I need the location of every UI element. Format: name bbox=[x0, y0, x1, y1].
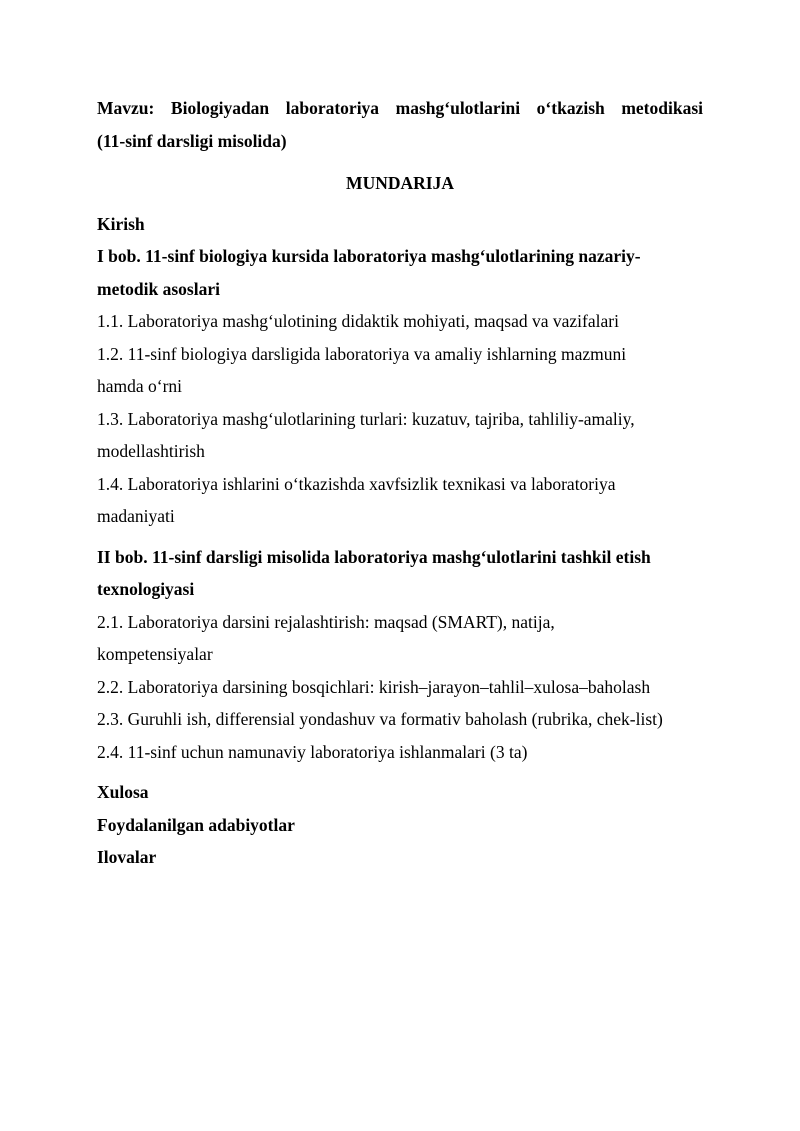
contents-title: MUNDARIJA bbox=[346, 173, 454, 193]
toc-references: Foydalanilgan adabiyotlar bbox=[97, 814, 295, 835]
toc-item-1-3: 1.3. Laboratoriya mashg‘ulotlarining turlari: kuzatuv, tajriba, tahliliy-amaliy, modellashtirish bbox=[97, 408, 635, 461]
toc-appendices: Ilovalar bbox=[97, 847, 157, 867]
subject-line-1: Mavzu: Biologiyadan laboratoriya mashg‘ulotlarini o‘tkazish metodikasi bbox=[97, 98, 703, 118]
toc-item-2-4: 2.4. 11-sinf uchun namunaviy laboratoriya ishlanmalari (3 ta) bbox=[97, 741, 528, 762]
subject-line-2: (11-sinf darsligi misolida) bbox=[97, 130, 287, 151]
toc-chapter-1-title: I bob. 11-sinf biologiya kursida laboratoriya mashg‘ulotlarining nazariy-metodik asoslari bbox=[97, 246, 641, 299]
document-page bbox=[97, 92, 703, 874]
toc-item-1-2: 1.2. 11-sinf biologiya darsligida laboratoriya va amaliy ishlarning mazmuni hamda o‘rni bbox=[97, 343, 627, 396]
toc-item-1-4: 1.4. Laboratoriya ishlarini o‘tkazishda xavfsizlik texnikasi va laboratoriya madaniyati bbox=[97, 473, 616, 526]
toc-intro: Kirish bbox=[97, 213, 145, 234]
toc-chapter-2-title: II bob. 11-sinf darsligi misolida laboratoriya mashg‘ulotlarini tashkil etish texnologiyasi bbox=[97, 546, 651, 599]
toc-item-1-1: 1.1. Laboratoriya mashg‘ulotining didaktik mohiyati, maqsad va vazifalari bbox=[97, 311, 619, 331]
toc-item-2-1: 2.1. Laboratoriya darsini rejalashtirish: maqsad (SMART), natija, kompetensiyalar bbox=[97, 611, 555, 664]
document-subject bbox=[97, 92, 703, 157]
toc-item-2-2: 2.2. Laboratoriya darsining bosqichlari: kirish–jarayon–tahlil–xulosa–baholash bbox=[97, 676, 651, 697]
toc-item-2-3: 2.3. Guruhli ish, differensial yondashuv va formativ baholash (rubrika, chek-list) bbox=[97, 709, 663, 729]
toc-conclusion: Xulosa bbox=[97, 782, 149, 802]
